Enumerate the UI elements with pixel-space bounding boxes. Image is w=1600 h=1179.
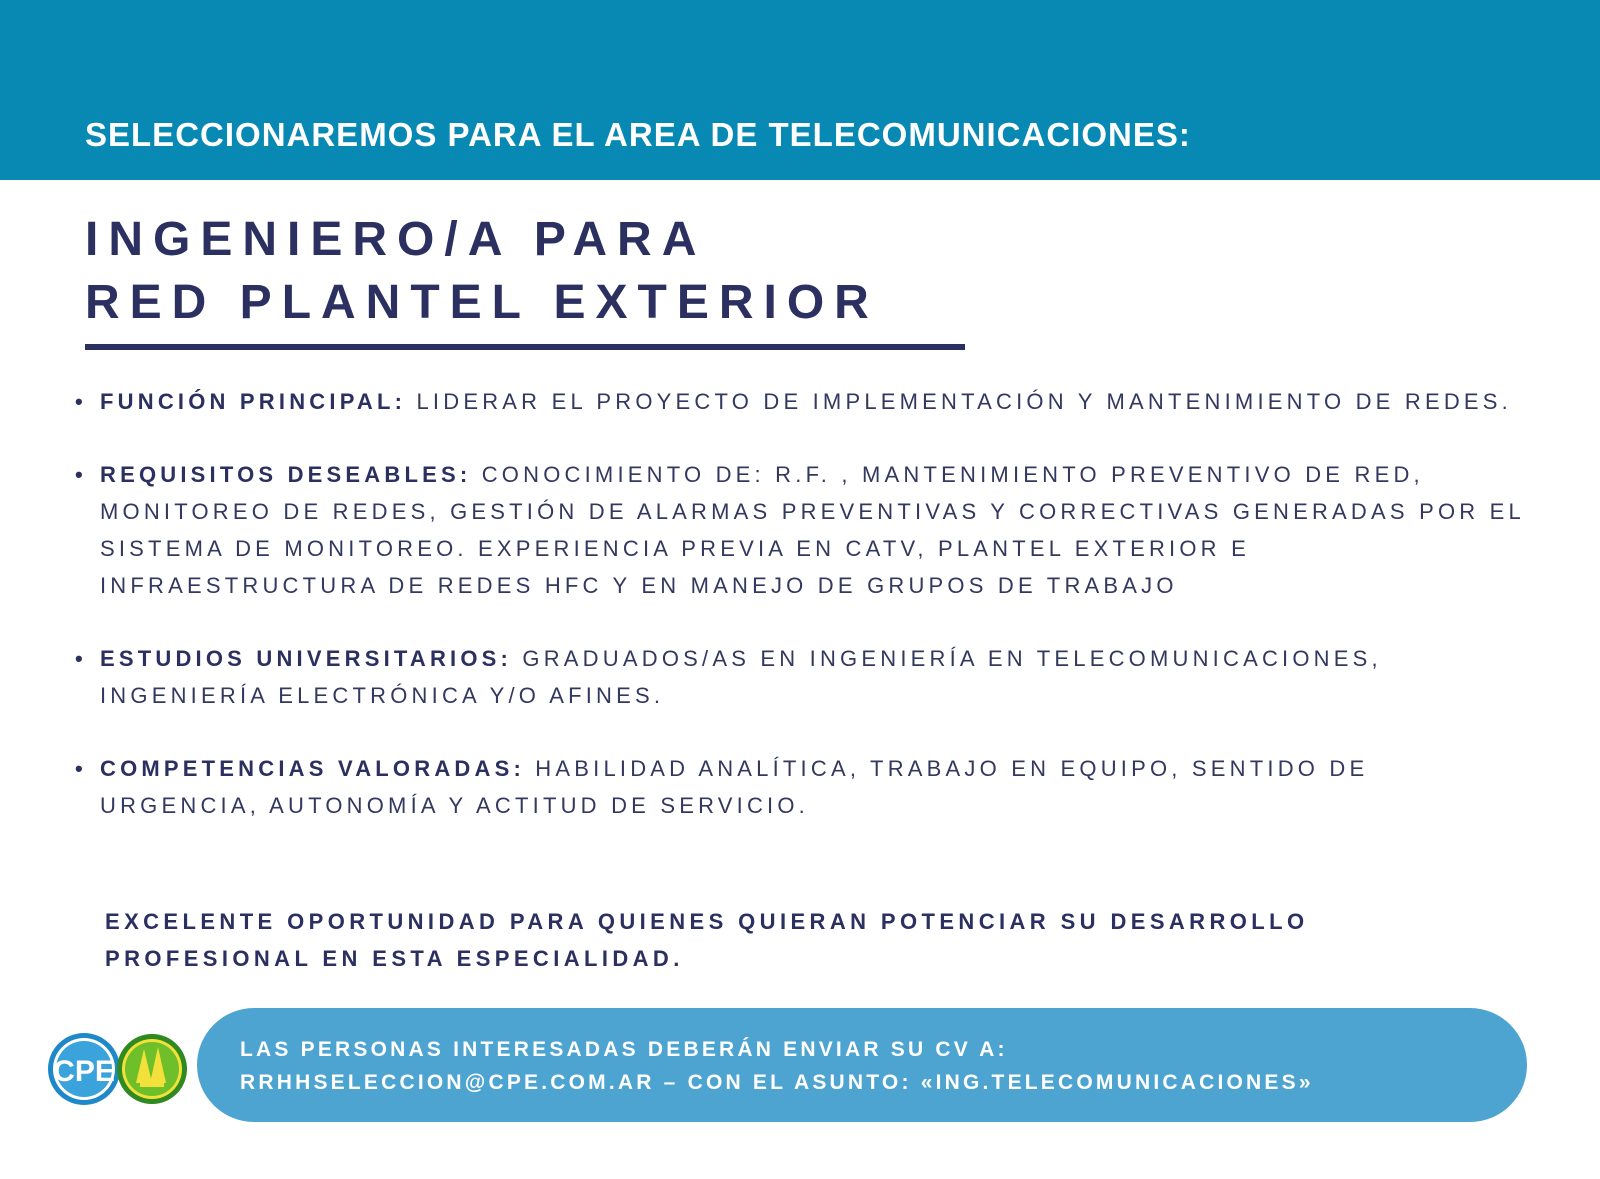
- requirement-label: COMPETENCIAS VALORADAS:: [100, 756, 525, 781]
- logo-text: CPE: [53, 1055, 115, 1088]
- closing-statement: EXCELENTE OPORTUNIDAD PARA QUIENES QUIERAN POTENCIAR SU DESARROLLO PROFESIONAL EN ESTA ESPECIALIDAD.: [105, 909, 1309, 971]
- requirements-list: [75, 383, 1535, 824]
- cpe-logo-icon: [46, 1031, 196, 1107]
- cta-text: [240, 1033, 1510, 1099]
- job-title-line-2: RED PLANTEL EXTERIOR: [85, 276, 879, 329]
- requirement-label: ESTUDIOS UNIVERSITARIOS:: [100, 646, 513, 671]
- requirement-text: GRADUADOS/AS EN INGENIERÍA EN TELECOMUNICACIONES, INGENIERÍA ELECTRÓNICA Y/O AFINES.: [100, 646, 1382, 708]
- requirement-text: CONOCIMIENTO DE: R.F. , MANTENIMIENTO PREVENTIVO DE RED, MONITOREO DE REDES, GESTIÓN DE ALARMAS PREVENTIVAS Y CORRECTIVAS GENERADAS POR EL SISTEMA DE MONITOREO. EXPERIENCIA PREVIA EN CATV, PLANTEL EXTERIOR E INFRAESTRUCTURA DE REDES HFC Y EN MANEJO DE GRUPOS DE TRABAJO: [100, 462, 1525, 598]
- bullet-icon: •: [75, 756, 87, 781]
- title-underline: [85, 344, 965, 350]
- bullet-icon: •: [75, 462, 87, 487]
- cta-email-line[interactable]: RRHHSELECCION@CPE.COM.AR – CON EL ASUNTO: «ING.TELECOMUNICACIONES»: [240, 1071, 1314, 1094]
- requirement-text: LIDERAR EL PROYECTO DE IMPLEMENTACIÓN Y MANTENIMIENTO DE REDES.: [416, 389, 1512, 414]
- header-title: SELECCIONAREMOS PARA EL AREA DE TELECOMUNICACIONES:: [85, 116, 1191, 153]
- cpe-logo: [46, 1031, 196, 1107]
- requirement-funcion-principal: [75, 383, 1535, 420]
- bullet-icon: •: [75, 389, 87, 414]
- requirement-text: HABILIDAD ANALÍTICA, TRABAJO EN EQUIPO, SENTIDO DE URGENCIA, AUTONOMÍA Y ACTITUD DE SERVICIO.: [100, 756, 1369, 818]
- job-title-line-1: INGENIERO/A PARA: [85, 213, 707, 266]
- requirement-requisitos-deseables: [75, 456, 1535, 604]
- cta-line-1: LAS PERSONAS INTERESADAS DEBERÁN ENVIAR SU CV A:: [240, 1038, 1008, 1061]
- job-title: [85, 208, 879, 334]
- header-band: [0, 0, 1600, 180]
- requirement-estudios-universitarios: [75, 640, 1535, 714]
- pine-trees-icon: [117, 1034, 187, 1104]
- bullet-icon: •: [75, 646, 87, 671]
- requirement-label: REQUISITOS DESEABLES:: [100, 462, 472, 487]
- requirement-competencias-valoradas: [75, 750, 1535, 824]
- requirement-label: FUNCIÓN PRINCIPAL:: [100, 389, 407, 414]
